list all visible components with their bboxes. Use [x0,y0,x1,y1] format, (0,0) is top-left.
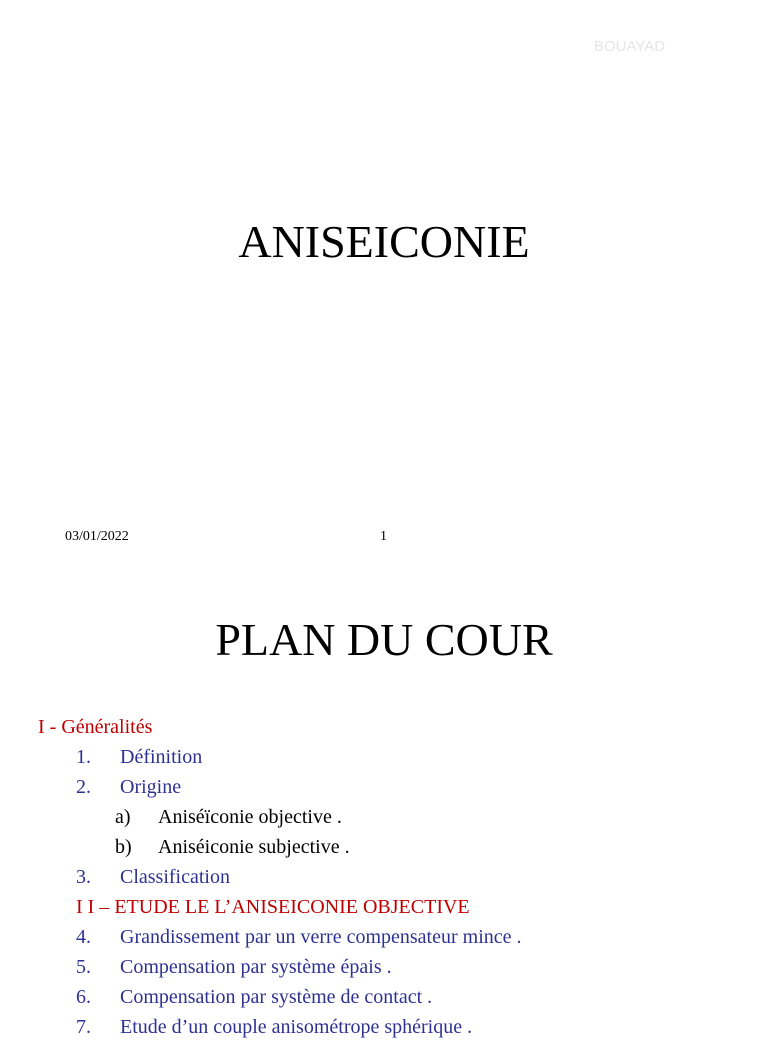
author-watermark: BOUAYAD [594,38,666,55]
section-text: I - Généralités [38,716,153,738]
list-item [0,922,768,952]
sub-list-item-text: Aniséiconie subjective . [158,836,350,858]
list-item-text: Définition [120,746,203,768]
list-item [0,982,768,1012]
section-heading [0,892,768,922]
list-item-number: 2. [76,776,91,798]
list-item-text: Etude d’un couple anisométrope sphérique . [120,1016,473,1038]
list-item-text: Grandissement par un verre compensateur mince . [120,926,522,948]
sub-list-item [0,832,768,862]
list-item [0,1012,768,1042]
section-text: I I – ETUDE LE L’ANISEICONIE OBJECTIVE [76,896,470,918]
plan-slide [0,560,768,1038]
list-item-text: Origine [120,776,182,798]
footer-page-number: 1 [380,529,387,544]
list-item-number: 3. [76,866,91,888]
plan-title: PLAN DU COUR [215,614,553,665]
sub-list-item [0,802,768,832]
list-item-text: Classification [120,866,230,888]
section-heading [0,712,768,742]
list-item-number: 4. [76,926,91,948]
list-item-text: Compensation par système de contact . [120,986,433,1008]
sub-list-item-letter: a) [115,806,131,828]
footer-date: 03/01/2022 [65,529,129,544]
plan-outline [0,712,768,1042]
sub-list-item-letter: b) [115,836,132,858]
list-item-number: 7. [76,1016,91,1038]
list-item-number: 6. [76,986,91,1008]
list-item [0,772,768,802]
list-item [0,952,768,982]
sub-list-item-text: Aniséïconie objective . [158,806,342,828]
list-item-number: 1. [76,746,91,768]
list-item [0,862,768,892]
list-item [0,742,768,772]
list-item-number: 5. [76,956,91,978]
list-item-text: Compensation par système épais . [120,956,392,978]
slide-title: ANISEICONIE [238,216,530,267]
